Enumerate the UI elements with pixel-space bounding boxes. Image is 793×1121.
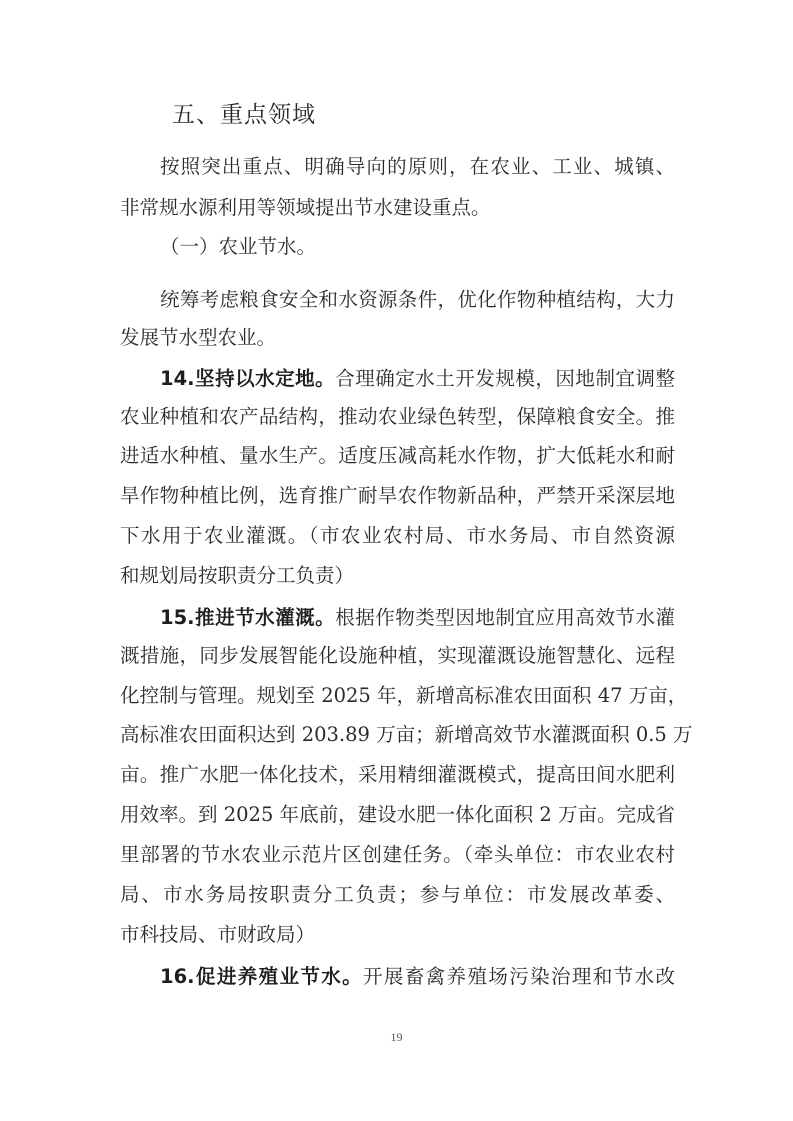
item-14-line-6: 和规划局按职责分工负责） (120, 564, 355, 587)
item-15-line-5: 亩。推广水肥一体化技术，采用精细灌溉模式，提高田间水肥利 (120, 763, 675, 786)
summary-line-1: 统筹考虑粮食安全和水资源条件，优化作物种植结构，大力 (160, 288, 675, 311)
item-15-line-4: 高标准农田面积达到 203.89 万亩；新增高效节水灌溉面积 0.5 万 (120, 723, 693, 746)
summary-line-2: 发展节水型农业。 (120, 326, 277, 349)
item-14-line-1-text: 合理确定水土开发规模，因地制宜调整 (335, 367, 675, 390)
item-15-line-6: 用效率。到 2025 年底前，建设水肥一体化面积 2 万亩。完成省 (120, 803, 675, 826)
item-14-title: 14.坚持以水定地。 (160, 367, 336, 390)
item-15-title: 15.推进节水灌溉。 (160, 606, 336, 629)
item-15-line-9: 市科技局、市财政局） (120, 923, 316, 946)
item-15-line-1-text: 根据作物类型因地制宜应用高效节水灌 (335, 606, 675, 629)
page-number: 19 (390, 1030, 403, 1044)
item-14-line-5: 下水用于农业灌溉。（市农业农村局、市水务局、市自然资源 (120, 524, 675, 547)
item-14-line-2: 农业种植和农产品结构，推动农业绿色转型，保障粮食安全。推 (120, 405, 675, 428)
item-15-line-3: 化控制与管理。规划至 2025 年，新增高标准农田面积 47 万亩， (120, 684, 688, 707)
item-16-line-1-text: 开展畜禽养殖场污染治理和节水改 (363, 965, 675, 988)
item-15-line-1 (160, 603, 675, 633)
item-15-line-7: 里部署的节水农业示范片区创建任务。（牵头单位：市农业农村 (120, 843, 675, 866)
item-14-line-3: 进适水种植、量水生产。适度压减高耗水作物，扩大低耗水和耐 (120, 444, 675, 467)
item-14-line-1 (160, 364, 675, 394)
item-14-line-4: 旱作物种植比例，选育推广耐旱农作物新品种，严禁开采深层地 (120, 484, 675, 507)
intro-line-2: 非常规水源利用等领域提出节水建设重点。 (120, 196, 491, 219)
item-15-line-2: 溉措施，同步发展智能化设施种植，实现灌溉设施智慧化、远程 (120, 644, 675, 667)
item-16-line-1 (160, 962, 675, 992)
item-15-line-8: 局、市水务局按职责分工负责；参与单位：市发展改革委、 (120, 883, 675, 906)
intro-line-1: 按照突出重点、明确导向的原则，在农业、工业、城镇、 (160, 155, 675, 178)
section-heading: 五、重点领域 (172, 102, 316, 128)
item-16-title: 16.促进养殖业节水。 (160, 965, 364, 988)
subheading-agriculture: （一）农业节水。 (160, 235, 317, 258)
